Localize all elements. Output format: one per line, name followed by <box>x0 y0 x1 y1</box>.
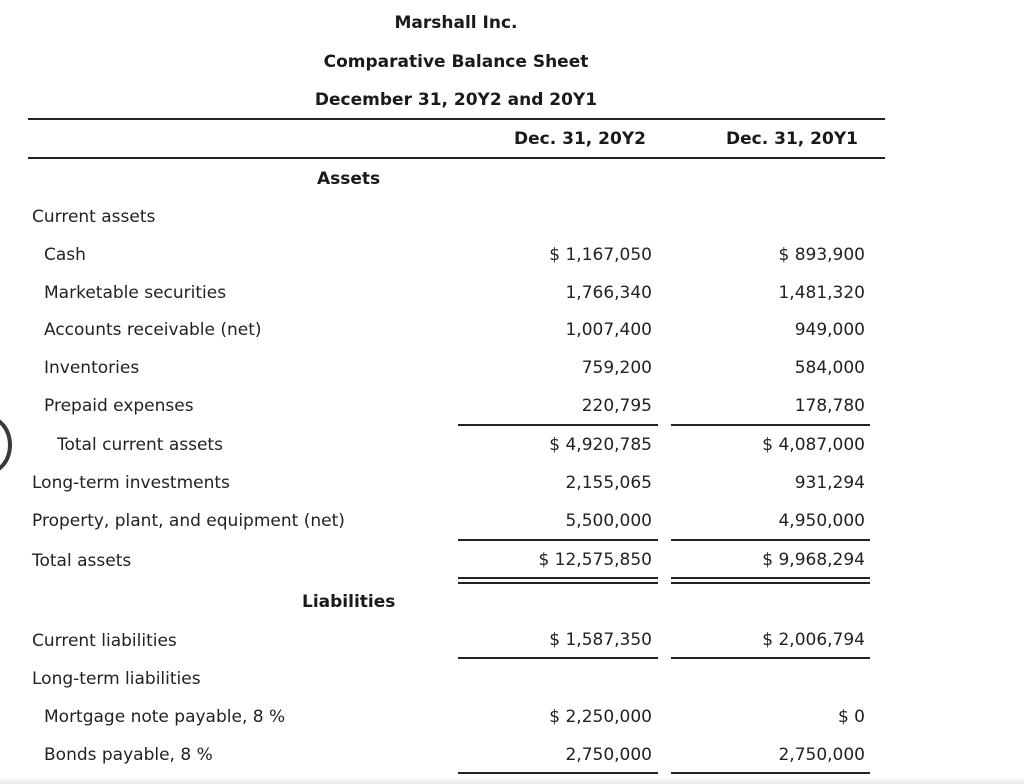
subtotal-rule-20y2 <box>458 424 658 426</box>
value-mortgage-note-20y1: $ 0 <box>837 707 865 727</box>
statement-date: December 31, 20Y2 and 20Y1 <box>314 90 598 110</box>
column-header-20y2: Dec. 31, 20Y2 <box>514 129 646 149</box>
row-label-current-liabilities: Current liabilities <box>32 631 177 651</box>
value-cash-20y2: $ 1,167,050 <box>549 245 652 265</box>
bonds-payable-rule-20y2 <box>458 772 658 774</box>
bonds-payable-rule-20y1 <box>671 772 870 774</box>
company-name: Marshall Inc. <box>394 13 518 33</box>
row-label-total-assets: Total assets <box>32 551 132 571</box>
value-bonds-payable-20y2: 2,750,000 <box>565 745 652 765</box>
value-ppe-20y2: 5,500,000 <box>565 511 652 531</box>
total-assets-double-rule-20y1 <box>671 577 870 584</box>
column-header-20y1: Dec. 31, 20Y1 <box>726 129 858 149</box>
value-mortgage-note-20y2: $ 2,250,000 <box>549 707 652 727</box>
row-label-cash: Cash <box>44 245 86 265</box>
value-total-assets-20y1: $ 9,968,294 <box>762 550 865 570</box>
current-liabilities-rule-20y1 <box>671 657 870 659</box>
total-assets-top-rule-20y1 <box>671 539 870 541</box>
value-total-current-assets-20y2: $ 4,920,785 <box>549 435 652 455</box>
value-prepaid-expenses-20y1: 178,780 <box>794 396 865 416</box>
value-current-liabilities-20y2: $ 1,587,350 <box>549 630 652 650</box>
value-marketable-securities-20y2: 1,766,340 <box>565 283 652 303</box>
subtotal-rule-20y1 <box>671 424 870 426</box>
current-liabilities-rule-20y2 <box>458 657 658 659</box>
section-heading-liabilities: Liabilities <box>302 592 396 612</box>
section-heading-assets: Assets <box>317 169 381 189</box>
row-label-current-assets: Current assets <box>32 207 156 227</box>
row-label-accounts-receivable: Accounts receivable (net) <box>44 320 262 340</box>
page-bottom-edge <box>0 776 1024 784</box>
value-long-term-investments-20y2: 2,155,065 <box>565 473 652 493</box>
value-total-assets-20y2: $ 12,575,850 <box>538 550 652 570</box>
value-current-liabilities-20y1: $ 2,006,794 <box>762 630 865 650</box>
value-marketable-securities-20y1: 1,481,320 <box>778 283 865 303</box>
value-cash-20y1: $ 893,900 <box>778 245 865 265</box>
row-label-prepaid-expenses: Prepaid expenses <box>44 396 194 416</box>
value-total-current-assets-20y1: $ 4,087,000 <box>762 435 865 455</box>
total-assets-double-rule-20y2 <box>458 577 658 584</box>
value-long-term-investments-20y1: 931,294 <box>794 473 865 493</box>
header-top-rule <box>28 118 885 120</box>
circle-marker-icon <box>0 416 12 474</box>
row-label-mortgage-note: Mortgage note payable, 8 % <box>44 707 286 727</box>
value-inventories-20y2: 759,200 <box>581 358 652 378</box>
row-label-marketable-securities: Marketable securities <box>44 283 227 303</box>
total-assets-top-rule-20y2 <box>458 539 658 541</box>
row-label-long-term-investments: Long-term investments <box>32 473 230 493</box>
statement-title: Comparative Balance Sheet <box>323 52 589 72</box>
row-label-long-term-liabilities: Long-term liabilities <box>32 669 201 689</box>
value-accounts-receivable-20y1: 949,000 <box>794 320 865 340</box>
value-ppe-20y1: 4,950,000 <box>778 511 865 531</box>
header-bottom-rule <box>28 157 885 159</box>
value-accounts-receivable-20y2: 1,007,400 <box>565 320 652 340</box>
row-label-bonds-payable: Bonds payable, 8 % <box>44 745 213 765</box>
value-bonds-payable-20y1: 2,750,000 <box>778 745 865 765</box>
row-label-total-current-assets: Total current assets <box>57 435 223 455</box>
row-label-inventories: Inventories <box>44 358 140 378</box>
row-label-ppe: Property, plant, and equipment (net) <box>32 511 345 531</box>
value-inventories-20y1: 584,000 <box>794 358 865 378</box>
value-prepaid-expenses-20y2: 220,795 <box>581 396 652 416</box>
